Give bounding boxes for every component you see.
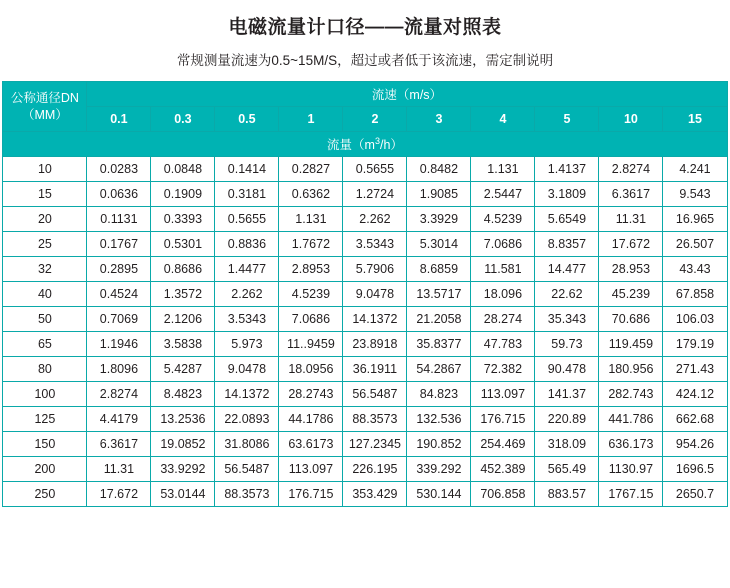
cell-value: 1.8096 — [87, 357, 151, 382]
cell-value: 179.19 — [663, 332, 727, 357]
cell-value: 5.6549 — [535, 207, 599, 232]
cell-value: 339.292 — [407, 457, 471, 482]
cell-value: 176.715 — [471, 407, 535, 432]
table-row — [3, 232, 727, 257]
cell-value: 4.4179 — [87, 407, 151, 432]
cell-value: 883.57 — [535, 482, 599, 507]
cell-value: 2.8274 — [87, 382, 151, 407]
row-dn: 80 — [3, 357, 87, 382]
table-row — [3, 157, 727, 182]
cell-value: 56.5487 — [215, 457, 279, 482]
cell-value: 11.581 — [471, 257, 535, 282]
cell-value: 441.786 — [599, 407, 663, 432]
row-dn: 40 — [3, 282, 87, 307]
cell-value: 90.478 — [535, 357, 599, 382]
cell-value: 4.241 — [663, 157, 727, 182]
cell-value: 22.0893 — [215, 407, 279, 432]
cell-value: 0.3393 — [151, 207, 215, 232]
flow-header-suffix: /h） — [379, 138, 403, 152]
speed-value: 1 — [279, 107, 343, 132]
cell-value: 127.2345 — [343, 432, 407, 457]
cell-value: 11.31 — [87, 457, 151, 482]
table-row — [3, 257, 727, 282]
table-header — [3, 82, 727, 157]
cell-value: 2650.7 — [663, 482, 727, 507]
cell-value: 0.7069 — [87, 307, 151, 332]
cell-value: 2.1206 — [151, 307, 215, 332]
cell-value: 106.03 — [663, 307, 727, 332]
cell-value: 1696.5 — [663, 457, 727, 482]
cell-value: 1.131 — [471, 157, 535, 182]
row-dn: 10 — [3, 157, 87, 182]
cell-value: 7.0686 — [279, 307, 343, 332]
cell-value: 3.5343 — [343, 232, 407, 257]
cell-value: 47.783 — [471, 332, 535, 357]
cell-value: 0.8836 — [215, 232, 279, 257]
table-row — [3, 207, 727, 232]
cell-value: 0.0848 — [151, 157, 215, 182]
cell-value: 63.6173 — [279, 432, 343, 457]
cell-value: 1.7672 — [279, 232, 343, 257]
cell-value: 0.8482 — [407, 157, 471, 182]
cell-value: 35.343 — [535, 307, 599, 332]
cell-value: 84.823 — [407, 382, 471, 407]
cell-value: 1.131 — [279, 207, 343, 232]
table-body — [3, 157, 727, 507]
cell-value: 4.5239 — [471, 207, 535, 232]
cell-value: 18.0956 — [279, 357, 343, 382]
cell-value: 53.0144 — [151, 482, 215, 507]
row-dn: 125 — [3, 407, 87, 432]
cell-value: 70.686 — [599, 307, 663, 332]
cell-value: 43.43 — [663, 257, 727, 282]
cell-value: 452.389 — [471, 457, 535, 482]
cell-value: 88.3573 — [343, 407, 407, 432]
table-row — [3, 282, 727, 307]
cell-value: 11.31 — [599, 207, 663, 232]
cell-value: 23.8918 — [343, 332, 407, 357]
cell-value: 3.5838 — [151, 332, 215, 357]
table-row — [3, 357, 727, 382]
cell-value: 0.1909 — [151, 182, 215, 207]
cell-value: 28.953 — [599, 257, 663, 282]
row-dn: 250 — [3, 482, 87, 507]
cell-value: 2.8274 — [599, 157, 663, 182]
cell-value: 954.26 — [663, 432, 727, 457]
cell-value: 1.3572 — [151, 282, 215, 307]
cell-value: 636.173 — [599, 432, 663, 457]
column-header-speed: 流速（m/s） — [87, 82, 727, 107]
cell-value: 67.858 — [663, 282, 727, 307]
page-title: 电磁流量计口径——流量对照表 — [228, 17, 502, 38]
row-dn: 15 — [3, 182, 87, 207]
table-row — [3, 307, 727, 332]
cell-value: 36.1911 — [343, 357, 407, 382]
column-header-dn — [3, 82, 87, 132]
dn-header-line2: （MM） — [22, 107, 68, 122]
cell-value: 132.536 — [407, 407, 471, 432]
cell-value: 530.144 — [407, 482, 471, 507]
cell-value: 14.1372 — [215, 382, 279, 407]
table-row — [3, 407, 727, 432]
cell-value: 9.0478 — [215, 357, 279, 382]
cell-value: 9.0478 — [343, 282, 407, 307]
cell-value: 113.097 — [471, 382, 535, 407]
cell-value: 45.239 — [599, 282, 663, 307]
cell-value: 0.2895 — [87, 257, 151, 282]
row-dn: 25 — [3, 232, 87, 257]
cell-value: 13.2536 — [151, 407, 215, 432]
row-dn: 50 — [3, 307, 87, 332]
cell-value: 5.4287 — [151, 357, 215, 382]
cell-value: 11..9459 — [279, 332, 343, 357]
cell-value: 318.09 — [535, 432, 599, 457]
speed-value: 0.5 — [215, 107, 279, 132]
cell-value: 1767.15 — [599, 482, 663, 507]
table-row — [3, 332, 727, 357]
speed-value: 0.3 — [151, 107, 215, 132]
cell-value: 14.1372 — [343, 307, 407, 332]
cell-value: 0.3181 — [215, 182, 279, 207]
cell-value: 1.2724 — [343, 182, 407, 207]
speed-value: 0.1 — [87, 107, 151, 132]
cell-value: 1.4137 — [535, 157, 599, 182]
cell-value: 5.7906 — [343, 257, 407, 282]
speed-value: 15 — [663, 107, 727, 132]
cell-value: 0.1131 — [87, 207, 151, 232]
cell-value: 2.8953 — [279, 257, 343, 282]
cell-value: 54.2867 — [407, 357, 471, 382]
cell-value: 6.3617 — [599, 182, 663, 207]
row-dn: 100 — [3, 382, 87, 407]
cell-value: 113.097 — [279, 457, 343, 482]
header-row-speed-title — [3, 82, 727, 107]
cell-value: 13.5717 — [407, 282, 471, 307]
cell-value: 72.382 — [471, 357, 535, 382]
cell-value: 17.672 — [87, 482, 151, 507]
cell-value: 14.477 — [535, 257, 599, 282]
cell-value: 33.9292 — [151, 457, 215, 482]
cell-value: 6.3617 — [87, 432, 151, 457]
cell-value: 44.1786 — [279, 407, 343, 432]
cell-value: 22.62 — [535, 282, 599, 307]
cell-value: 88.3573 — [215, 482, 279, 507]
cell-value: 1130.97 — [599, 457, 663, 482]
cell-value: 424.12 — [663, 382, 727, 407]
cell-value: 2.262 — [215, 282, 279, 307]
cell-value: 119.459 — [599, 332, 663, 357]
cell-value: 5.3014 — [407, 232, 471, 257]
cell-value: 16.965 — [663, 207, 727, 232]
cell-value: 26.507 — [663, 232, 727, 257]
row-dn: 150 — [3, 432, 87, 457]
row-dn: 32 — [3, 257, 87, 282]
page-subtitle: 常规测量流速为0.5~15M/S，超过或者低于该流速，需定制说明 — [176, 53, 554, 68]
cell-value: 3.3929 — [407, 207, 471, 232]
table-row — [3, 382, 727, 407]
cell-value: 190.852 — [407, 432, 471, 457]
cell-value: 662.68 — [663, 407, 727, 432]
cell-value: 17.672 — [599, 232, 663, 257]
cell-value: 31.8086 — [215, 432, 279, 457]
cell-value: 19.0852 — [151, 432, 215, 457]
cell-value: 8.8357 — [535, 232, 599, 257]
table-row — [3, 182, 727, 207]
cell-value: 0.5655 — [215, 207, 279, 232]
cell-value: 1.9085 — [407, 182, 471, 207]
cell-value: 0.2827 — [279, 157, 343, 182]
cell-value: 706.858 — [471, 482, 535, 507]
column-header-flow — [3, 132, 727, 157]
cell-value: 5.973 — [215, 332, 279, 357]
cell-value: 282.743 — [599, 382, 663, 407]
cell-value: 0.0636 — [87, 182, 151, 207]
cell-value: 0.6362 — [279, 182, 343, 207]
flow-comparison-table — [2, 81, 727, 507]
cell-value: 0.4524 — [87, 282, 151, 307]
cell-value: 226.195 — [343, 457, 407, 482]
cell-value: 353.429 — [343, 482, 407, 507]
row-dn: 65 — [3, 332, 87, 357]
cell-value: 56.5487 — [343, 382, 407, 407]
cell-value: 565.49 — [535, 457, 599, 482]
cell-value: 28.2743 — [279, 382, 343, 407]
cell-value: 271.43 — [663, 357, 727, 382]
cell-value: 28.274 — [471, 307, 535, 332]
cell-value: 35.8377 — [407, 332, 471, 357]
cell-value: 0.5301 — [151, 232, 215, 257]
row-dn: 20 — [3, 207, 87, 232]
header-row-flow-title — [3, 132, 727, 157]
cell-value: 0.5655 — [343, 157, 407, 182]
cell-value: 0.8686 — [151, 257, 215, 282]
header-row-speed-values — [3, 107, 727, 132]
cell-value: 9.543 — [663, 182, 727, 207]
speed-value: 4 — [471, 107, 535, 132]
cell-value: 0.0283 — [87, 157, 151, 182]
table-row — [3, 482, 727, 507]
speed-value: 2 — [343, 107, 407, 132]
cell-value: 1.1946 — [87, 332, 151, 357]
cell-value: 220.89 — [535, 407, 599, 432]
cell-value: 0.1767 — [87, 232, 151, 257]
cell-value: 0.1414 — [215, 157, 279, 182]
cell-value: 141.37 — [535, 382, 599, 407]
speed-value: 5 — [535, 107, 599, 132]
cell-value: 1.4477 — [215, 257, 279, 282]
cell-value: 180.956 — [599, 357, 663, 382]
cell-value: 3.1809 — [535, 182, 599, 207]
table-row — [3, 457, 727, 482]
cell-value: 4.5239 — [279, 282, 343, 307]
dn-header-line1: 公称通径DN — [10, 90, 79, 105]
cell-value: 59.73 — [535, 332, 599, 357]
speed-value: 10 — [599, 107, 663, 132]
speed-value: 3 — [407, 107, 471, 132]
table-row — [3, 432, 727, 457]
row-dn: 200 — [3, 457, 87, 482]
cell-value: 2.262 — [343, 207, 407, 232]
cell-value: 8.6859 — [407, 257, 471, 282]
cell-value: 254.469 — [471, 432, 535, 457]
cell-value: 3.5343 — [215, 307, 279, 332]
cell-value: 8.4823 — [151, 382, 215, 407]
flow-header-prefix: 流量（m — [327, 138, 375, 152]
cell-value: 18.096 — [471, 282, 535, 307]
cell-value: 2.5447 — [471, 182, 535, 207]
cell-value: 7.0686 — [471, 232, 535, 257]
flow-header-superscript: 3 — [374, 135, 380, 146]
cell-value: 21.2058 — [407, 307, 471, 332]
cell-value: 176.715 — [279, 482, 343, 507]
